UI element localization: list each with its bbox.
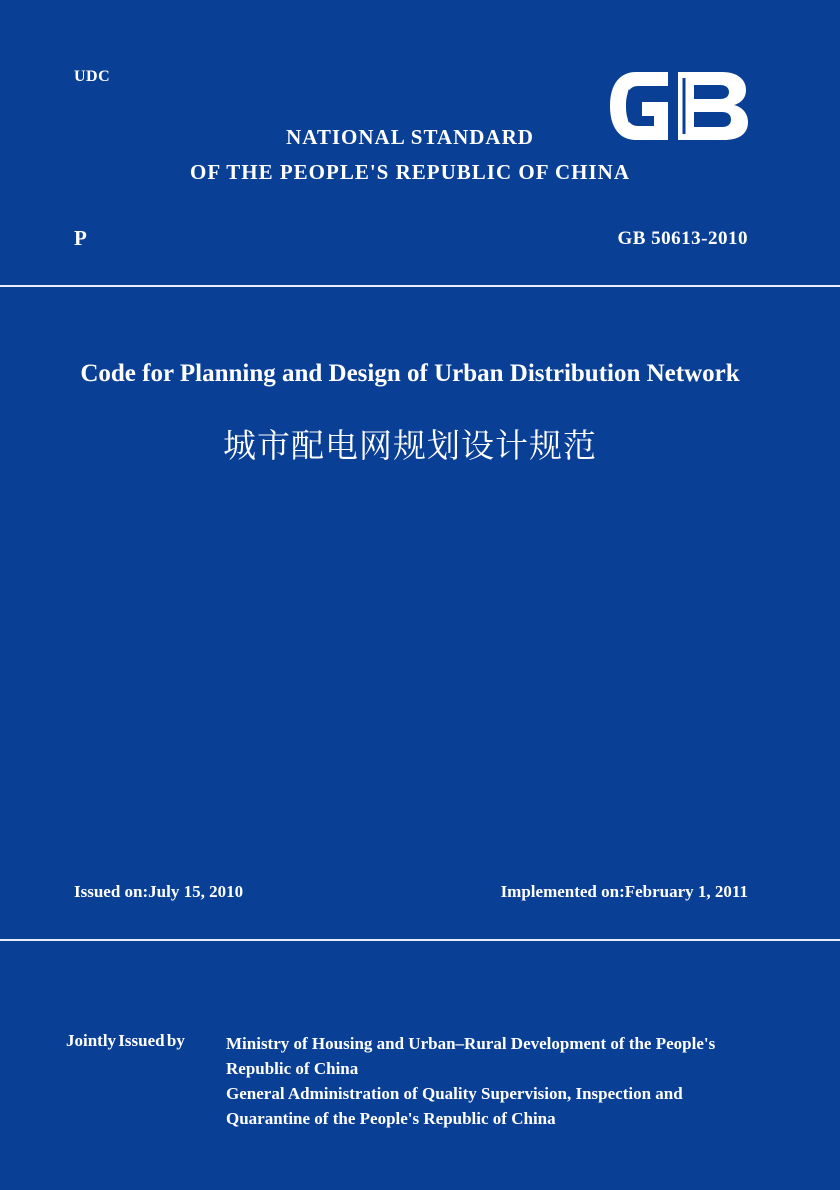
top-divider — [0, 285, 840, 287]
standard-number: GB 50613-2010 — [617, 228, 748, 249]
national-standard-heading: NATIONAL STANDARD — [286, 125, 534, 149]
classification-code: P — [74, 226, 87, 250]
bottom-divider — [0, 939, 840, 941]
national-standard-subheading: OF THE PEOPLE'S REPUBLIC OF CHINA — [189, 160, 631, 184]
issuer-line: Ministry of Housing and Urban–Rural Development of the People's — [226, 1034, 716, 1053]
udc-label: UDC — [74, 68, 111, 85]
issuer-list — [226, 1031, 806, 1131]
jointly-issued-label: Jointly Issued by — [66, 1031, 185, 1050]
issuer-line: General Administration of Quality Supervision, Inspection and — [226, 1084, 683, 1103]
implemented-date: Implemented on:February 1, 2011 — [500, 882, 748, 901]
chinese-title: 城市配电网规划设计规范 — [223, 426, 597, 465]
english-title: Code for Planning and Design of Urban Distribution Network — [80, 360, 740, 387]
issuer-line: Republic of China — [226, 1059, 359, 1078]
issuer-line: Quarantine of the People's Republic of China — [226, 1109, 556, 1128]
issued-date: Issued on:July 15, 2010 — [74, 882, 244, 901]
